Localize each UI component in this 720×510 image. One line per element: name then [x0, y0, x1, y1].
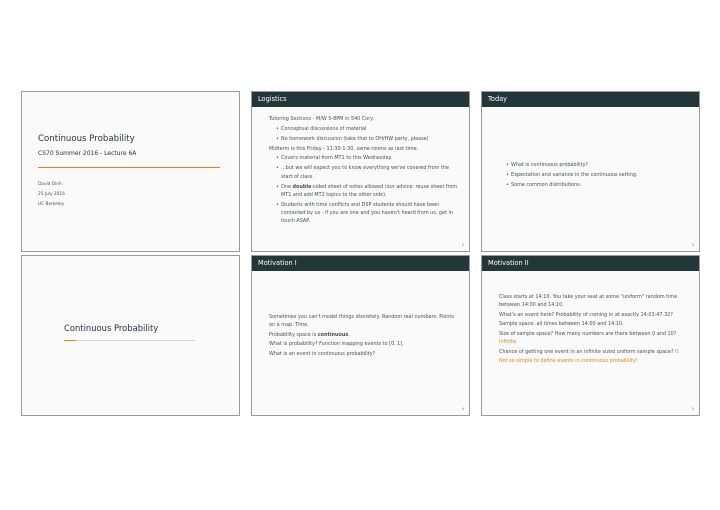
- paragraph: What's an event here? Probability of coming in at exactly 14:03:47.32?: [499, 311, 673, 318]
- today-bullets: [505, 161, 690, 189]
- presentation-subtitle: CS70 Summer 2016 - Lecture 6A: [38, 150, 137, 157]
- slide-today[interactable]: [481, 91, 700, 252]
- slide-section[interactable]: [21, 255, 240, 416]
- paragraph: Not so simple to define events in continuous probability!: [499, 358, 638, 365]
- presentation-title: Continuous Probability: [38, 134, 135, 144]
- slide-logistics[interactable]: [251, 91, 470, 252]
- slide-header: Logistics: [252, 92, 469, 107]
- paragraph: Probability space is continuous.: [269, 331, 350, 338]
- list-item: • Covers material from MT1 to this Wednesday.: [275, 154, 459, 162]
- institute: UC Berkeley: [38, 202, 65, 207]
- section-title: Continuous Probability: [64, 323, 159, 333]
- list-item: • No homework discussion (take that to OH/HW party, please): [275, 135, 459, 143]
- section-rule-progress: [64, 340, 76, 341]
- slide-motivation-2[interactable]: [481, 255, 700, 416]
- slide-body: [499, 293, 689, 367]
- tutoring-line: Tutoring Sections - M/W 5-8PM in 540 Cory.: [269, 116, 375, 122]
- page-number: 4: [461, 407, 464, 411]
- list-item: • Expectation and variance in the continuous setting.: [505, 171, 690, 179]
- paragraph: Size of sample space? How many numbers are there between 0 and 10? Infinite.: [499, 330, 677, 345]
- paragraph: What is probability? Function mapping events to [0, 1].: [269, 341, 404, 348]
- page-number: 3: [691, 243, 694, 247]
- paragraph: Sometimes you can't model things discretely. Random real numbers. Points on a map. Time.: [269, 314, 454, 329]
- slide-motivation-1[interactable]: [251, 255, 470, 416]
- list-item: • Conceptual discussions of material: [275, 125, 459, 133]
- page-number: 2: [461, 243, 464, 247]
- midterm-bullets: [275, 154, 459, 225]
- paragraph: Chance of getting one event in an infinite sized uniform sample space? 0.: [499, 348, 680, 355]
- slide-body: [269, 313, 459, 359]
- section-rule: [64, 340, 195, 341]
- slide-title[interactable]: [21, 91, 240, 252]
- date: 25 July 2016: [38, 192, 65, 197]
- author: David Dinh: [38, 182, 62, 187]
- list-item: • Some common distributions.: [505, 181, 690, 189]
- slide-header: Motivation I: [252, 256, 469, 271]
- paragraph: What is an event in continuous probability?: [269, 350, 376, 357]
- tutoring-bullets: [275, 125, 459, 143]
- list-item: • Students with time conflicts and DSP students should have been contacted by us - if you are one and you haven't heard from us, get in touch ASAP.: [275, 201, 459, 225]
- list-item: • ...but we will expect you to know everything we've covered from the start of class.: [275, 164, 459, 180]
- page-number: 5: [691, 407, 694, 411]
- title-rule: [38, 167, 220, 168]
- slide-header: Today: [482, 92, 699, 107]
- list-item: • One double-sided sheet of notes allowed (our advice: reuse sheet from MT1 and add MT2 topics to the other side).: [275, 183, 459, 199]
- slide-header: Motivation II: [482, 256, 699, 271]
- paragraph: Class starts at 14:10. You take your seat at some "uniform" random time between 14:00 and 14:10.: [499, 294, 678, 309]
- midterm-line: Midterm is this Friday - 11:30-1:30, same rooms as last time.: [269, 145, 419, 152]
- list-item: • What is continuous probability?: [505, 161, 690, 169]
- slide-body: [505, 161, 690, 191]
- paragraph: Sample space: all times between 14:00 and 14:10.: [499, 321, 624, 328]
- slide-body: [269, 115, 459, 227]
